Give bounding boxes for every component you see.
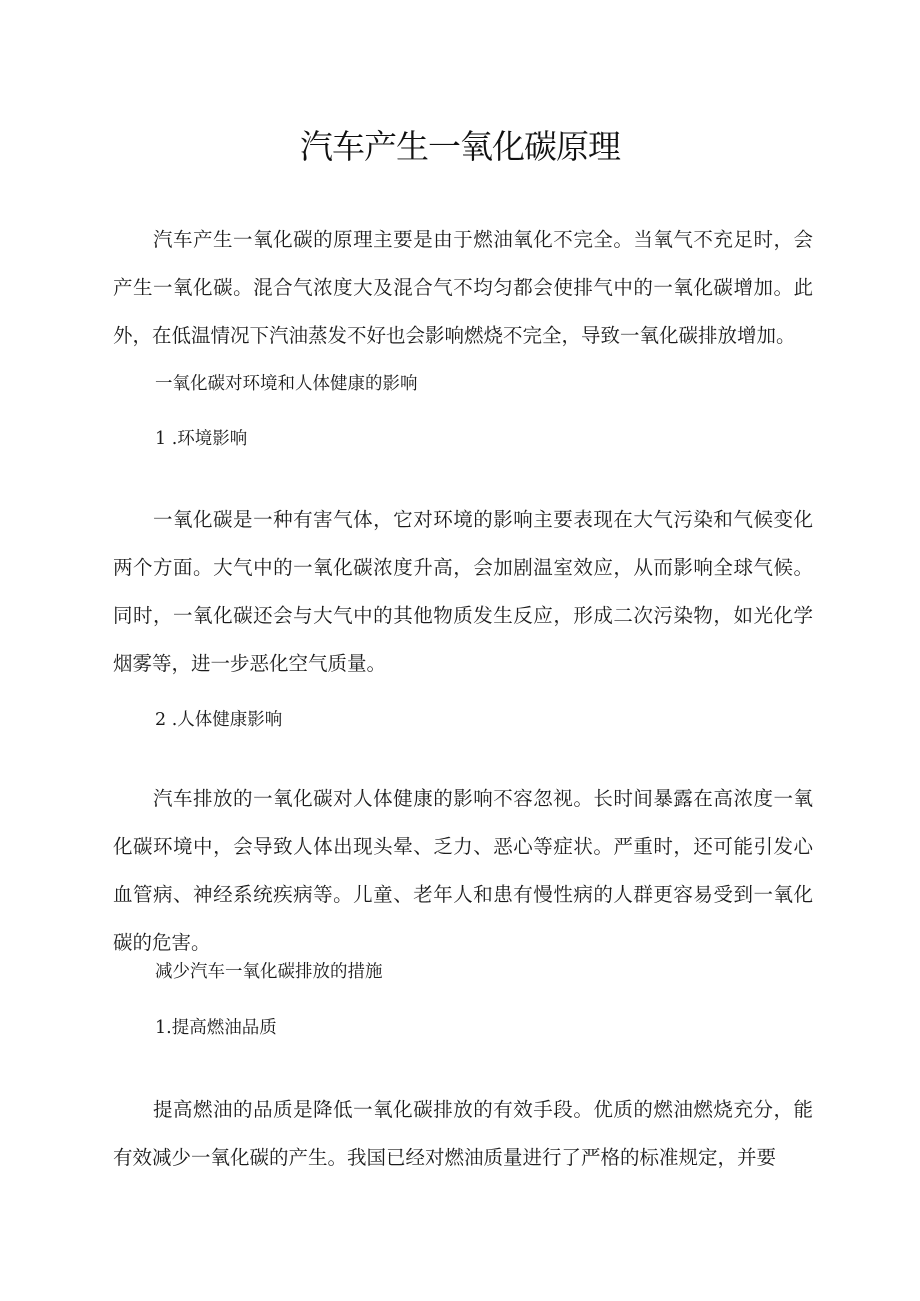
environment-subheading: 1 .环境影响	[155, 429, 248, 449]
health-subheading: 2 .人体健康影响	[155, 710, 283, 730]
environment-paragraph: 一氧化碳是一种有害气体，它对环境的影响主要表现在大气污染和气候变化两个方面。大气中的一氧化碳浓度升高，会加剧温室效应，从而影响全球气候。同时，一氧化碳还会与大气中的其他物质发生反应，形成二次污染物，如光化学烟雾等，进一步恶化空气质量。	[113, 508, 813, 675]
effects-section-heading: 一氧化碳对环境和人体健康的影响	[155, 374, 418, 394]
health-paragraph: 汽车排放的一氧化碳对人体健康的影响不容忽视。长时间暴露在高浓度一氧化碳环境中，会导致人体出现头晕、乏力、恶心等症状。严重时，还可能引发心血管病、神经系统疾病等。儿童、老年人和患有慢性病的人群更容易受到一氧化碳的危害。	[113, 787, 813, 954]
intro-paragraph: 汽车产生一氧化碳的原理主要是由于燃油氧化不完全。当氧气不充足时，会产生一氧化碳。混合气浓度大及混合气不均匀都会使排气中的一氧化碳增加。此外，在低温情况下汽油蒸发不好也会影响燃烧不完全，导致一氧化碳排放增加。	[113, 228, 813, 347]
fuel-quality-paragraph: 提高燃油的品质是降低一氧化碳排放的有效手段。优质的燃油燃烧充分，能有效减少一氧化碳的产生。我国已经对燃油质量进行了严格的标准规定，并要	[113, 1098, 813, 1169]
document-title: 汽车产生一氧化碳原理	[300, 127, 620, 166]
measures-section-heading: 减少汽车一氧化碳排放的措施	[155, 962, 383, 982]
fuel-quality-subheading: 1.提高燃油品质	[155, 1018, 277, 1038]
